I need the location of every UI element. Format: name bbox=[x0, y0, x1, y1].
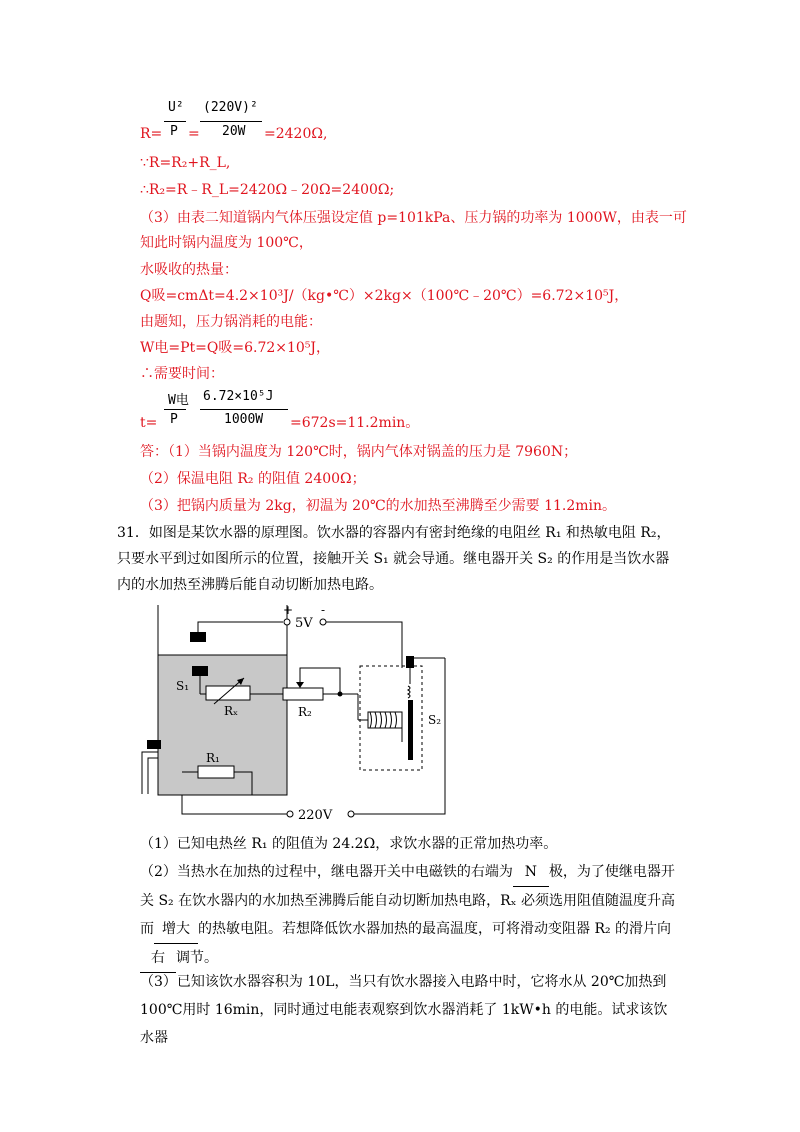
solution-line-6: Q吸=cmΔt=4.2×10³J/（kg•℃）×2kg×（100℃﹣20℃）=6.72×10⁵J， bbox=[140, 288, 629, 304]
solution-line-9: ∴需要时间： bbox=[140, 366, 224, 382]
formula2-result: =672s=11.2min。 bbox=[290, 415, 420, 431]
solution-line-5: 水吸收的热量： bbox=[140, 262, 238, 278]
answer-line-1: 答：（1）当锅内温度为 120℃时，锅内气体对锅盖的压力是 7960N； bbox=[140, 444, 578, 460]
circuit-diagram bbox=[140, 600, 470, 830]
rx-label: Rₓ bbox=[224, 704, 239, 718]
subq-2-part-c: 的热敏电阻。若想降低饮水器加热的最高温度，可将滑动变阻器 R₂ 的滑片向 bbox=[198, 921, 672, 937]
formula2-lhs: t= bbox=[140, 415, 158, 431]
frac4-bar bbox=[200, 409, 288, 410]
s1-label: S₁ bbox=[176, 679, 190, 693]
frac2-bar bbox=[200, 121, 262, 122]
question-stem bbox=[117, 520, 682, 598]
solution-line-2: ∴R₂=R﹣R_L=2420Ω﹣20Ω=2400Ω; bbox=[140, 182, 395, 198]
formula1-eq: = bbox=[188, 126, 200, 142]
question-number: 31． bbox=[117, 525, 149, 541]
answer-line-2: （2）保温电阻 R₂ 的阻值 2400Ω； bbox=[140, 471, 366, 487]
frac3-num: W电 bbox=[168, 393, 189, 408]
220v-label: 220V bbox=[298, 808, 333, 823]
s2-armature bbox=[408, 700, 413, 760]
frac3-den: P bbox=[170, 412, 178, 427]
s1-top-contact bbox=[190, 632, 206, 642]
r1-label: R₁ bbox=[206, 751, 220, 765]
subq-2-part-a: （2）当热水在加热的过程中，继电器开关中电磁铁的右端为 bbox=[140, 864, 513, 880]
r2-label: R₂ bbox=[298, 705, 312, 719]
solution-line-4: 知此时锅内温度为 100℃， bbox=[140, 235, 313, 251]
frac2-den: 20W bbox=[222, 124, 246, 139]
plus-label: + bbox=[283, 603, 294, 617]
s2-label: S₂ bbox=[428, 713, 442, 727]
frac1-num: U² bbox=[168, 100, 184, 115]
subq-2-part-d: 调节。 bbox=[176, 950, 218, 966]
frac2-num: (220V)² bbox=[203, 100, 258, 115]
question-stem-text: 如图是某饮水器的原理图。饮水器的容器内有密封绝缘的电阻丝 R₁ 和热敏电阻 R₂，只要水平到过如图所示的位置，接触开关 S₁ 就会导通。继电器开关 S₂ 的作用是当饮水器内的水加热至沸腾后能自动切断加热电路。 bbox=[117, 525, 671, 593]
r1-resistor bbox=[198, 766, 234, 778]
subq-3: （3）已知该饮水器容积为 10L，当只有饮水器接入电路中时，它将水从 20℃加热到 100℃用时 16min，同时通过电能表观察到饮水器消耗了 1kW•h 的电能。试求该饮水器 bbox=[140, 974, 668, 1046]
solution-line-1: ∵R=R₂+R_L, bbox=[140, 155, 231, 171]
solution-line-8: W电=Pt=Q吸=6.72×10⁵J， bbox=[140, 340, 331, 356]
minus-label: - bbox=[321, 603, 326, 617]
frac1-den: P bbox=[170, 124, 178, 139]
solution-line-3: （3）由表二知道锅内气体压强设定值 p=101kPa、压力锅的功率为 1000W，由表一可 bbox=[140, 210, 687, 226]
subq-1: （1）已知电热丝 R₁ 的阻值为 24.2Ω，求饮水器的正常加热功率。 bbox=[140, 836, 558, 852]
s2-contact bbox=[406, 656, 414, 668]
frac1-bar bbox=[164, 121, 186, 122]
formula1-result: =2420Ω, bbox=[264, 126, 328, 142]
s1-contact bbox=[192, 666, 208, 676]
rx-resistor bbox=[206, 686, 250, 700]
answer-blank-1: N bbox=[513, 858, 549, 887]
subq-2 bbox=[140, 858, 680, 973]
frac3-bar bbox=[164, 409, 186, 410]
5v-label: 5V bbox=[295, 616, 313, 631]
answer-line-3: （3）把锅内质量为 2kg，初温为 20℃的水加热至沸腾至少需要 11.2min。 bbox=[140, 498, 617, 514]
formula1-lhs: R= bbox=[140, 126, 163, 142]
r2-rheostat bbox=[283, 688, 323, 700]
subq-2-part-b: 极，为了使继电器开关 S₂ 在饮水器内的水加热至沸腾后能自动切断加热电路，Rₓ 必须选用阻值随温度升高而 bbox=[140, 864, 676, 937]
answer-blank-3: 右 bbox=[140, 944, 176, 973]
answer-blank-2: 增大 bbox=[154, 915, 198, 944]
electromagnet-coil bbox=[368, 712, 402, 728]
frac4-den: 1000W bbox=[224, 412, 264, 427]
frac4-num: 6.72×10⁵J bbox=[203, 389, 274, 404]
outlet-valve bbox=[147, 740, 161, 749]
solution-line-7: 由题知，压力锅消耗的电能： bbox=[140, 314, 322, 330]
